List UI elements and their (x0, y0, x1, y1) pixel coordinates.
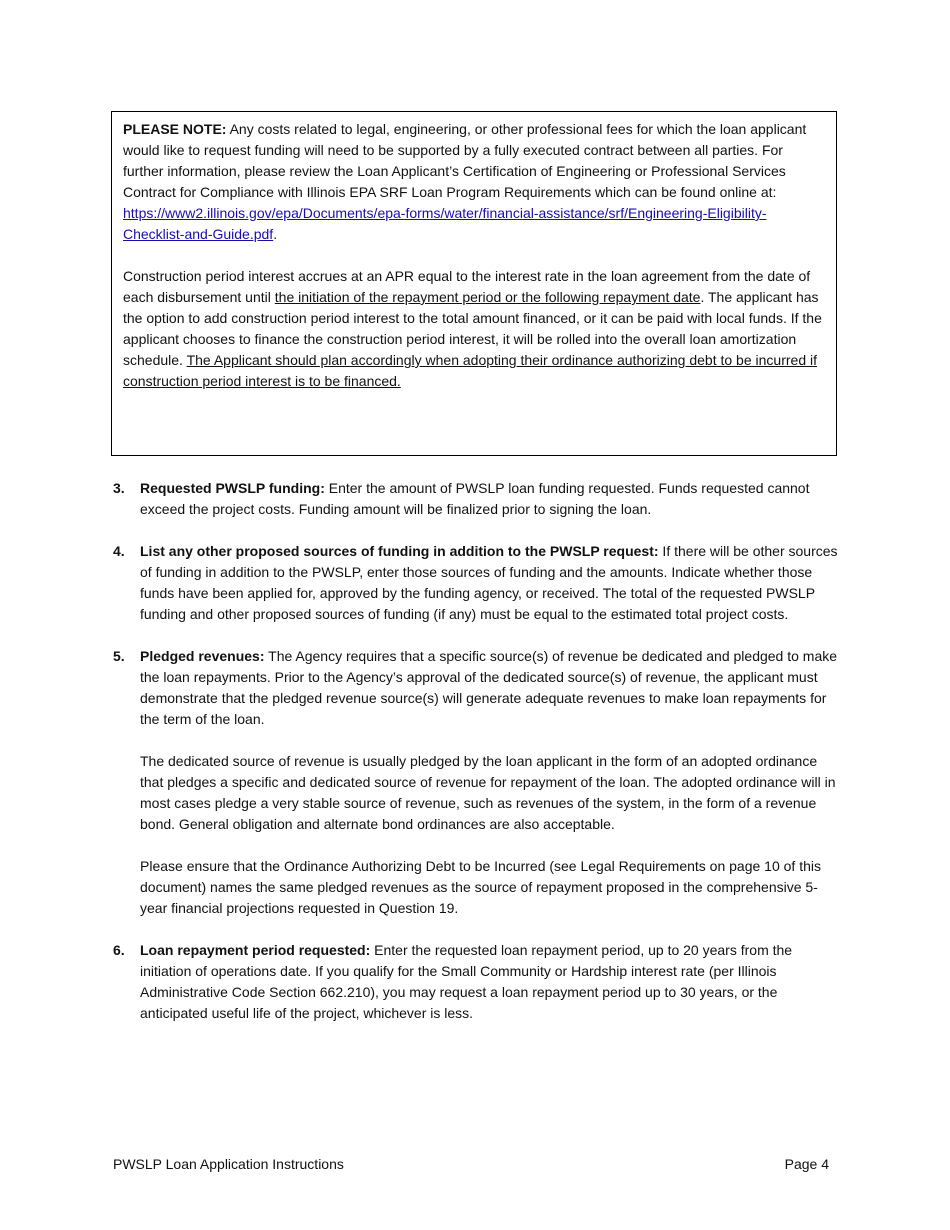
item-number: 4. (113, 543, 125, 559)
interest-underlined-2: The Applicant should plan accordingly when adopting their ordinance authorizing debt to be incurred if construction period interest is to be financed. (123, 352, 817, 389)
note-paragraph-interest (123, 266, 825, 392)
item-paragraph-3: Please ensure that the Ordinance Authorizing Debt to be Incurred (see Legal Requirements on page 10 of this document) names the same pledged revenues as the source of repayment proposed in the comprehensive 5-year financial projections requested in Question 19. (140, 858, 821, 916)
item-text: Enter the amount of PWSLP loan funding requested. Funds requested cannot exceed the project costs. Funding amount will be finalized prior to signing the loan. (140, 480, 810, 517)
interest-text-b: . The applicant has the option to add construction period interest to the total amount financed, or it can be paid with local funds. If the applicant chooses to finance the construction period interest, it will be rolled into the overall loan amortization schedule. (123, 289, 822, 368)
item-text: If there will be other sources of funding in addition to the PWSLP, enter those sources of funding and the amounts. Indicate whether those funds have been applied for, approved by the funding agency, or received. The total of the requested PWSLP funding and other proposed sources of funding (if any) must be equal to the estimated total project costs. (140, 543, 838, 622)
engineering-checklist-link[interactable]: https://www2.illinois.gov/epa/Documents/epa-forms/water/financial-assistance/srf/Engineering-Eligibility-Checklist-and-Guide.pdf (123, 205, 767, 242)
item-text: Enter the requested loan repayment period, up to 20 years from the initiation of operations date. If you qualify for the Small Community or Hardship interest rate (per Illinois Administrative Code Section 662.210), you may request a loan repayment period up to 30 years, or the anticipated useful life of the project, whichever is less. (140, 942, 793, 1021)
page-number: Page 4 (784, 1156, 829, 1172)
item-number: 3. (113, 480, 125, 496)
interest-text-a: Construction period interest accrues at an APR equal to the interest rate in the loan agreement from the date of each disbursement until (123, 268, 811, 305)
instruction-list (113, 478, 839, 1045)
list-item-6 (113, 940, 839, 1024)
item-number: 5. (113, 648, 125, 664)
link-suffix: . (273, 226, 278, 242)
item-heading: Loan repayment period requested: (140, 942, 371, 958)
list-item-5 (113, 646, 839, 919)
item-heading: Requested PWSLP funding: (140, 480, 325, 496)
item-text: The Agency requires that a specific source(s) of revenue be dedicated and pledged to make the loan repayments. Prior to the Agency’s approval of the dedicated source(s) of revenue, the applicant must demonstrate that the pledged revenue source(s) will generate adequate revenues to make loan repayments for the term of the loan. (140, 648, 838, 727)
item-number: 6. (113, 942, 125, 958)
note-heading: PLEASE NOTE: (123, 121, 227, 137)
footer-title: PWSLP Loan Application Instructions (113, 1156, 344, 1172)
item-heading: Pledged revenues: (140, 648, 265, 664)
item-heading: List any other proposed sources of funding in addition to the PWSLP request: (140, 543, 659, 559)
note-paragraph-contract (123, 119, 825, 245)
list-item-3 (113, 478, 839, 520)
please-note-box (111, 111, 837, 456)
note-contract-text: Any costs related to legal, engineering, or other professional fees for which the loan applicant would like to request funding will need to be supported by a fully executed contract between all parties. For further information, please review the Loan Applicant’s Certification of Engineering or Professional Services Contract for Compliance with Illinois EPA SRF Loan Program Requirements which can be found online at: (123, 121, 807, 200)
item-paragraph-2: The dedicated source of revenue is usually pledged by the loan applicant in the form of an adopted ordinance that pledges a specific and dedicated source of revenue for repayment of the loan. The adopted ordinance will in most cases pledge a very stable source of revenue, such as revenues of the system, in the form of a revenue bond. General obligation and alternate bond ordinances are also acceptable. (140, 753, 836, 832)
interest-underlined-1: the initiation of the repayment period or the following repayment date (274, 289, 701, 305)
list-item-4 (113, 541, 839, 625)
